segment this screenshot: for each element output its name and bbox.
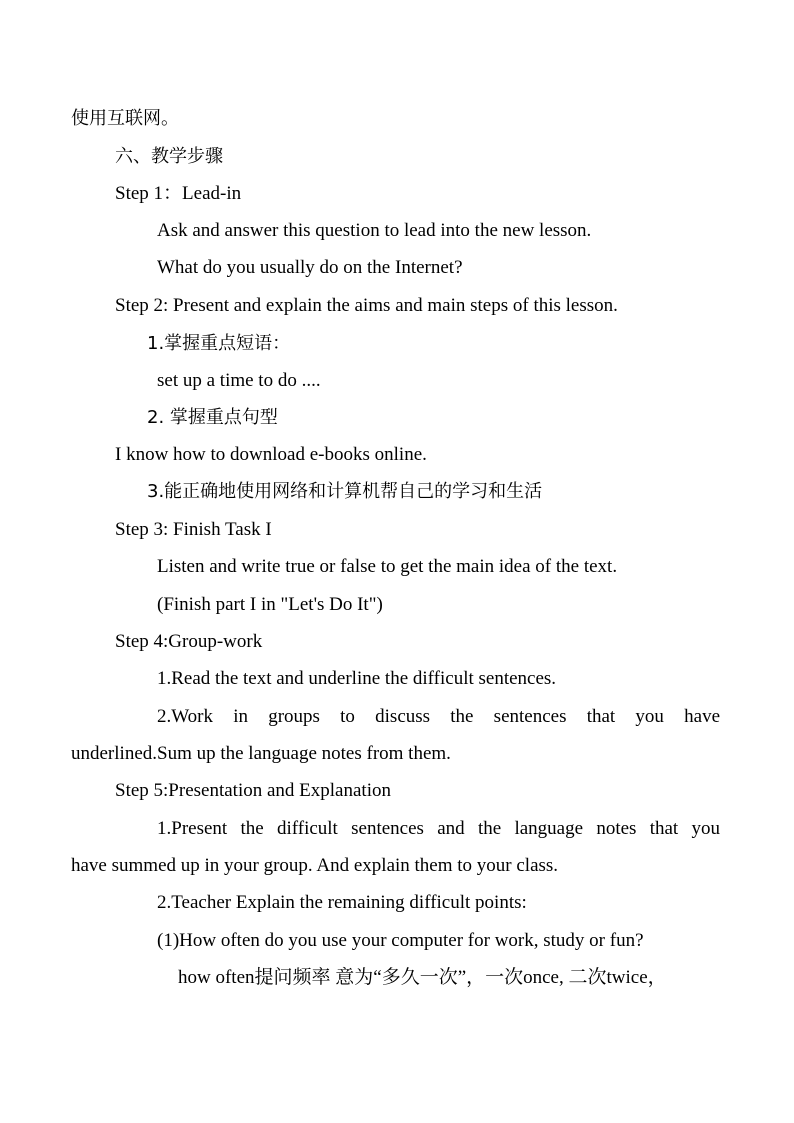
- aim-2-sentence: I know how to download e-books online.: [115, 444, 427, 465]
- step-4-heading: Step 4:Group-work: [115, 631, 263, 652]
- step-1-heading: Step 1：Lead-in: [115, 183, 242, 204]
- step-4-item-2: 2.Work in groups to discuss the sentences that you have: [157, 706, 720, 727]
- step-1-line-1: Ask and answer this question to lead into the new lesson.: [157, 220, 592, 241]
- step-5-item-2: 2.Teacher Explain the remaining difficult points:: [157, 892, 527, 913]
- step-3-line-2: (Finish part I in "Let's Do It"): [157, 594, 383, 615]
- step-1-line-2: What do you usually do on the Internet?: [157, 257, 463, 278]
- step-5-point-1: (1)How often do you use your computer for work, study or fun?: [157, 930, 644, 951]
- step-2-heading: Step 2: Present and explain the aims and main steps of this lesson.: [115, 295, 618, 316]
- aim-3: 3.能正确地使用网络和计算机帮自己的学习和生活: [147, 481, 543, 502]
- step-5-heading: Step 5:Presentation and Explanation: [115, 780, 391, 801]
- step-5-item-1: 1.Present the difficult sentences and the language notes that you: [157, 818, 720, 839]
- step-4-item-2-cont: underlined.Sum up the language notes from them.: [71, 743, 451, 764]
- step-5-point-1-note: how often提问频率 意为“多久一次”，一次once, 二次twice，: [178, 967, 667, 988]
- paragraph-intro-end: 使用互联网。: [71, 108, 179, 129]
- step-4-item-1: 1.Read the text and underline the difficult sentences.: [157, 668, 557, 689]
- step-5-item-1-cont: have summed up in your group. And explain them to your class.: [71, 855, 559, 876]
- section-heading-teaching-steps: 六、教学步骤: [115, 146, 223, 167]
- aim-2-key-sentences: 2. 掌握重点句型: [147, 407, 278, 428]
- step-3-line-1: Listen and write true or false to get the main idea of the text.: [157, 556, 618, 577]
- aim-1-phrase: set up a time to do ....: [157, 370, 321, 391]
- step-3-heading: Step 3: Finish Task I: [115, 519, 272, 540]
- aim-1-key-phrases: 1.掌握重点短语：: [147, 333, 291, 354]
